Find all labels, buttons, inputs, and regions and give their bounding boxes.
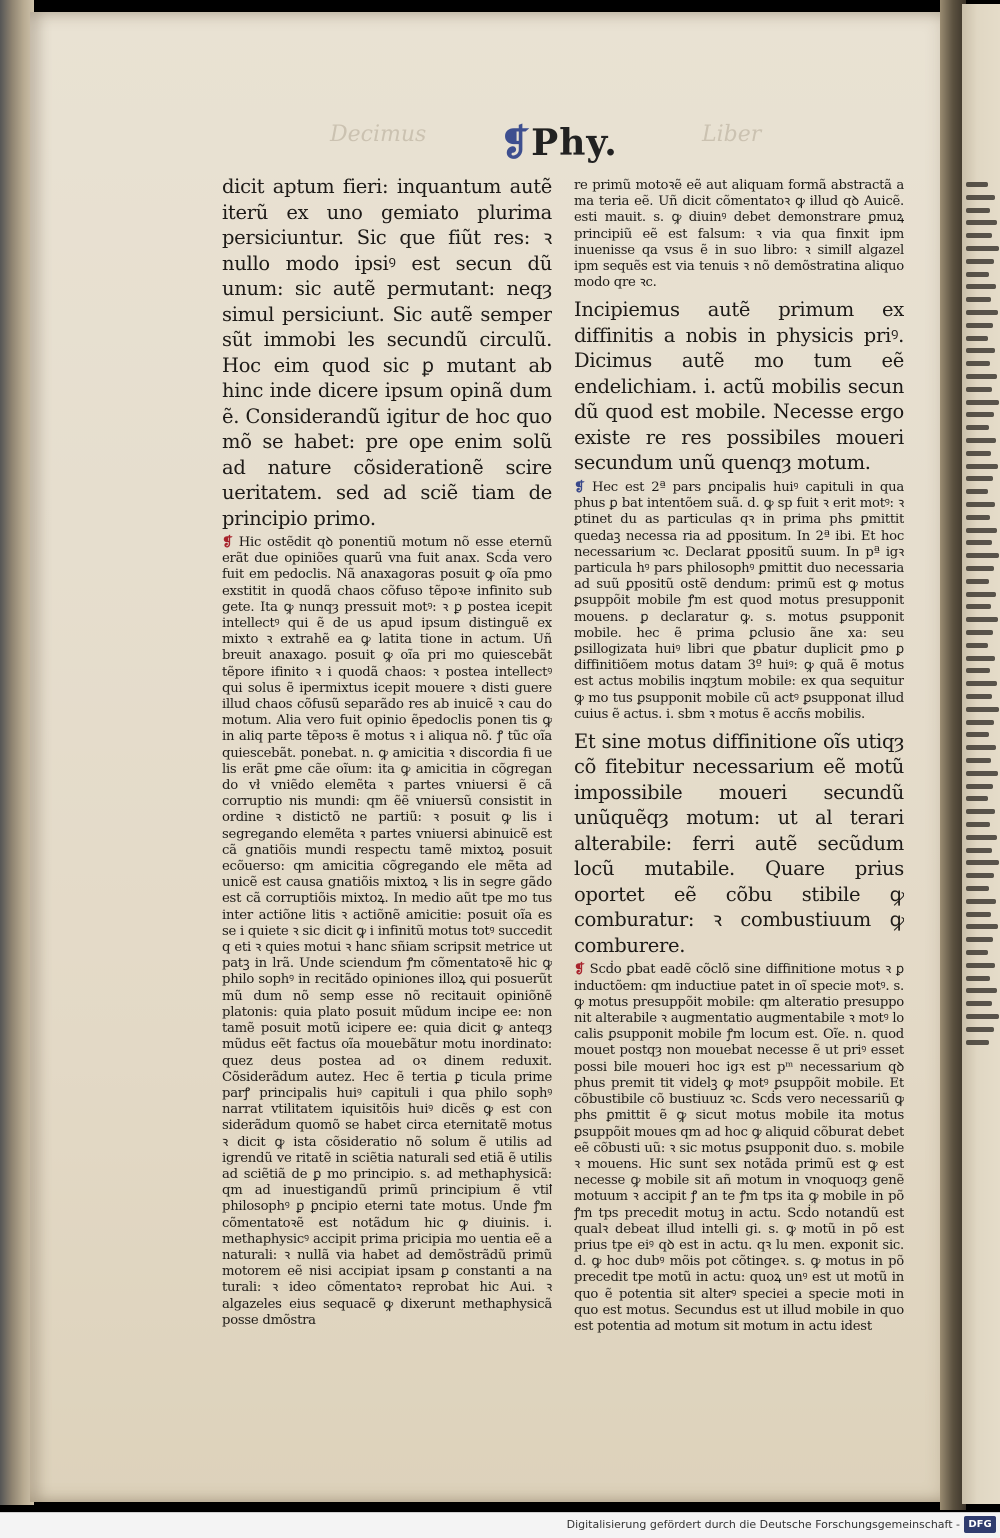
adjacent-page-text-line xyxy=(966,924,998,929)
adjacent-page-text-line xyxy=(966,297,991,302)
adjacent-page-text-line xyxy=(966,182,988,187)
running-header xyxy=(500,122,618,164)
adjacent-page-text-line xyxy=(966,617,998,622)
adjacent-page-text-line xyxy=(966,822,990,827)
adjacent-page-text-line xyxy=(966,720,994,725)
adjacent-page-text-line xyxy=(966,937,993,942)
adjacent-page-text-line xyxy=(966,1001,992,1006)
adjacent-page-text-line xyxy=(966,412,994,417)
running-header-text: Phy. xyxy=(531,122,618,164)
adjacent-page-text-line xyxy=(966,489,988,494)
adjacent-page-text-line xyxy=(966,784,993,789)
adjacent-page-text-line xyxy=(966,387,992,392)
adjacent-page-text-line xyxy=(966,860,999,865)
dfg-logo-icon: DFG xyxy=(964,1516,996,1533)
commentary-text-2: Scḋo ꝑbat eadẽ cõclõ sine diffinitione motus ꝛ ꝑ inductõem: qm inductiue patet in oĩ specie motꝰ. s. ꝙ motus presuppõit mobile: qm alteratio presuppo nit alterabile ꝛ augmentatio augmentabile ꝛ motꝰ lo calis ꝑsupponit mobile ꝭm locum est. Oĩe. n. quod mouet postqȝ non mouebat necesse ẽ ut priꝰ esset possi bile moueri hoc igꝛ est pᵐ necessarium qꝺ phus premit tit videlꝫ ꝙ motꝰ ꝑsuppõit mobile. Et cõbustibile cõ bustiuuz ꝛc. Scḋs vero necessariũ ꝙ phs ꝑmittit ẽ ꝙ sicut motus mobile ita motus ꝑsuppõit moues qm ad hoc ꝙ aliquid cõburat debet eẽ cõbusti uũ: ꝛ sic motus ꝑsupponit duo. s. mobile ꝛ mouens. Hic sunt sex notãda primũ est ꝙ est necesse ꝙ mobile sit añ motum in vnoquoqȝ genẽ motuum ꝛ accipit ꝭ an te ꝭm tps ita ꝙ mobile in põ ꝭm tps precedit motuꝫ in actu. Scḋo notandũ est qualꝛ debeat illud intelli gi. s. ꝙ motũ in põ est prius tpe eiꝰ qꝺ est in actu. qꝛ lu men. exponit sic. d. ꝙ hoc dubꝰ mõis pot cõtingeꝛ. s. ꝙ motus in põ precedit tpe motũ in actu: quoꝝ unꝰ est ut motũ in quo ẽ potentia sit alterꝰ speciei a specie moti in quo est motus. Secundus est ut illud mobile in quo est potentia ad motum sit motum in actu idest xyxy=(574,962,904,1334)
paragraph-mark-icon: ❡ xyxy=(500,122,532,164)
adjacent-page-text-line xyxy=(966,515,990,520)
adjacent-page-text-line xyxy=(966,528,997,533)
commentary-block xyxy=(222,535,552,1329)
adjacent-page-text-line xyxy=(966,988,997,993)
paragraph-mark-icon: ❡ xyxy=(574,962,585,978)
adjacent-page-text-line xyxy=(966,976,990,981)
adjacent-page-text-line xyxy=(966,425,989,430)
adjacent-page-text-line xyxy=(966,758,991,763)
adjacent-page-text-line xyxy=(966,592,996,597)
adjacent-page-text-line xyxy=(966,963,995,968)
adjacent-page-text-line xyxy=(966,323,993,328)
adjacent-page-text-line xyxy=(966,873,994,878)
adjacent-page-text-line xyxy=(966,259,994,264)
adjacent-page-text-line xyxy=(966,400,999,405)
adjacent-page-text-line xyxy=(966,796,988,801)
right-column xyxy=(574,178,904,1335)
adjacent-page-text-line xyxy=(966,208,990,213)
adjacent-page-text-line xyxy=(966,476,993,481)
main-text-block-1: Incipiemus autẽ primum ex diffinitis a nobis in physicis priꝰ. Dicimus autẽ mo tum eẽ endelichiam. i. actũ mobilis secun dũ quod est mobile. Necesse ergo existe re res possibiles moueri secundum unũ quenqȝ motum. xyxy=(574,298,904,475)
commentary-text-1: Hec est 2ª pars ꝑncipalis huiꝰ capituli in qua phus ꝑ bat intentõem suã. d. ꝙ sp fuit ꝛ erit motꝰ: ꝛ ꝑtinet du as particulas qꝛ in prima phs ꝑmittit quedaꝫ necessa ria ad ꝑpositum. In 2ª ibi. Et hoc necessarium ꝛc. Declarat ꝑpositũ suum. In pª igꝛ particula hꝰ pars philosophꝰ ꝑmittit duo necessaria ad suũ ꝑpositũ ostẽ dendum: primũ est ꝙ motus ꝑsuppõit mobile ꝭm est quod motus presupponit mouens. ꝑ declaratur ꝙ. s. motus ꝑsupponit mobile. hec ẽ prima ꝑclusio ãne xa: seu ꝑsillogizata huiꝰ libri que ꝑbatur duplicit ꝑmo ꝑ diffinitiõem motus datam 3º huiꝰ: ꝙ quã ẽ motus est actus mobilis inqȝtum mobile: ex qua sequitur ꝙ mo tus ꝑsupponit mobile cũ actꝰ ꝑsupponat illud cuius ẽ actus. i. sbm ꝛ motus ẽ accñs mobilis. xyxy=(574,479,904,722)
adjacent-page-text-line xyxy=(966,361,990,366)
adjacent-page-text-line xyxy=(966,745,996,750)
adjacent-page-text-line xyxy=(966,886,989,891)
adjacent-page-text-line xyxy=(966,310,998,315)
adjacent-page-text-line xyxy=(966,233,992,238)
adjacent-page-text-line xyxy=(966,835,997,840)
adjacent-page-text-line xyxy=(966,246,999,251)
adjacent-page-text-line xyxy=(966,1014,999,1019)
adjacent-page-text-line xyxy=(966,451,991,456)
adjacent-page-text-line xyxy=(966,771,998,776)
adjacent-page-text-line xyxy=(966,732,989,737)
adjacent-page-text-line xyxy=(966,284,996,289)
adjacent-page-text-line xyxy=(966,899,996,904)
adjacent-page-text-line xyxy=(966,707,999,712)
adjacent-page-text-line xyxy=(966,912,991,917)
adjacent-page-text-line xyxy=(966,809,995,814)
adjacent-page-text-line xyxy=(966,643,988,648)
main-text-block-2: Et sine motus diffinitione oĩs utiqȝ cõ fitebitur necessarium eẽ motũ impossibile moueri secundũ unũquẽqȝ motum: ut al terari alterabile: ferri autẽ secũdum locũ mutabile. Quare prius oportet eẽ cõbu stibile ꝙ comburatur: ꝛ combustiuum ꝙ comburere. xyxy=(574,729,904,957)
adjacent-page-text-line xyxy=(966,668,990,673)
left-page-edge xyxy=(0,0,34,1505)
adjacent-page-text-line xyxy=(966,604,991,609)
ghost-header-right: Liber xyxy=(702,122,762,147)
adjacent-page-text-line xyxy=(966,579,989,584)
commentary-block-1 xyxy=(574,480,904,723)
bleed-through-headers xyxy=(330,122,970,152)
adjacent-page-text-line xyxy=(966,502,995,507)
adjacent-page-text-line xyxy=(966,848,992,853)
adjacent-page-text-line xyxy=(966,540,992,545)
adjacent-page-text-line xyxy=(966,348,995,353)
adjacent-page-text-line xyxy=(966,1040,989,1045)
adjacent-page-text-line xyxy=(966,374,997,379)
adjacent-page-text-line xyxy=(966,195,995,200)
adjacent-page xyxy=(962,4,1000,1504)
adjacent-page-text-line xyxy=(966,464,998,469)
adjacent-page-text-line xyxy=(966,566,994,571)
adjacent-page-text-line xyxy=(966,553,999,558)
commentary-block-2 xyxy=(574,962,904,1335)
adjacent-page-text-line xyxy=(966,630,993,635)
main-text-block: dicit aptum fieri: inquantum autẽ iterũ ex uno gemiato plurima persiciuntur. Sic que fiũt res: ꝛ nullo modo ipsiꝰ est secun dũ unum: sic autẽ permutant: neqȝ simul persiciunt. Sic autẽ semper sũt immobi les secundũ circulũ. Hoc eim quod sic ꝑ mutant ab hinc inde dicere ipsum opinã dum ẽ. Considerandũ igitur de hoc quo mõ se habet: pre ope enim solũ ad nature cõsiderationẽ scire ueritatem. sed ad sciẽ tiam de principio primo. xyxy=(222,175,552,530)
footer-bar xyxy=(0,1512,1000,1538)
left-column xyxy=(222,174,552,1329)
adjacent-page-text-line xyxy=(966,950,988,955)
adjacent-page-text-line xyxy=(966,438,996,443)
paragraph-mark-icon: ❡ xyxy=(574,479,585,495)
adjacent-page-text-line xyxy=(966,336,988,341)
adjacent-page-text-line xyxy=(966,681,997,686)
commentary-text: Hic ostẽdit qꝺ ponentiũ motum nõ esse eternũ erãt due opiniões quarũ vna fuit anax. Scḋa vero fuit em pedoclis. Nã anaxagoras posuit ꝙ oĩa pmo exstitit in quodã chaos cõfuso tẽpoꝛe infinito sub gete. Ita ꝙ nunqȝ pressuit motꝰ: ꝛ ꝑ postea icepit intellectꝰ qui ẽ de us apud ipsum distinguẽ ex mixto ꝛ extrahẽ ea ꝙ latita tione in actum. Uñ breuit anaxago. posuit ꝙ oĩa pri mo quiescebãt tẽpore ifinito ꝛ i quodã chaos: ꝛ postea intellectꝰ qui solus ẽ ipermixtus icepit mouere ꝛ disti guere illud chaos cõfusũ separãdo res ab inuicẽ ꝛ cau do motum. Alia vero fuit opinio ẽpedoclis ponen tis ꝙ in aliq parte tẽpoꝛs ẽ motus ꝛ i aliqua nõ. ꝭ tũc oĩa quiescebãt. ponebat. n. ꝙ amicitia ꝛ discordia fi ue lis erãt ꝑme cãe oĩum: ita ꝙ amicitia in cõgregan do vł vniẽdo elemẽta ꝛ partes vniuersi ẽ cã corruptio nis mundi: qm ẽẽ vniuersũ consistit in ordine ꝛ distictõ ne partiũ: ꝛ posuit ꝙ lis i segregando elemẽta ꝛ partes vniuersi abinuicẽ est cã gnatiõis mundi respectu tamẽ mixtoꝝ posuit ecõuerso: qm amicitia cõgregando ele mẽta ad unicẽ est causa gnatiõis mixtoꝝ ꝛ lis in segre gãdo est cã corruptiõis mixtoꝝ. In medio aũt tpe mo tus inter actiõne litis ꝛ actiõnẽ amicitie: posuit oĩa es se i quiete ꝛ sic dicit ꝙ i infinitũ motus totꝰ succedit q eti ꝛ quies motui ꝛ hanc sñiam scripsit metrice ut patꝫ in lrã. Unde sciendum ꝭm cõmentatoꝛẽ hic ꝙ philo sophꝰ in recitãdo opiniones illoꝝ qui posuerũt mũ dum nõ semp esse nõ recitauit opiniõnẽ platonis: quia plato posuit mũdum incipe ee: non tamẽ posuit motũ icipere ee: quia dicit ꝙ anteqȝ mũdus eẽt factus oĩa mouebãtur motu inordinato: quez deus postea ad oꝛ dinem reduxit. Cõsiderãdum autez. Hec ẽ tertia ꝑ ticula prime parꝭ principalis huiꝰ capituli i qua philo sophꝰ narrat vtilitatem iquisitõis huiꝰ dicẽs ꝙ est con siderãdum quomõ se habet circa eternitatẽ motus ꝛ dicit ꝙ ista cõsideratio nõ solum ẽ utilis ad igrendũ ve ritatẽ in sciẽtia naturali sed etiã ẽ utilis ad sciẽtiã de ꝑ mo principio. s. ad methaphysicã: qm ad inuestigandũ primũ principium ẽ vtiꝉ philosophꝰ ꝑ ꝑncipio eterni tate motus. Unde ꝭm cõmentatoꝛẽ est notãdum hic ꝙ diuinis. i. methaphysicꝰ accipit prima pricipia mo uentia eẽ a naturali: ꝛ nullã via habet ad demõstrãdũ primũ motorem eẽ nisi accipiat ipsam ꝑ constanti a na turali: ꝛ ideo cõmentatoꝛ reprobat hic Aui. ꝛ algazeles eius sequacẽ ꝙ dixerunt methaphysicã posse dmõstra xyxy=(222,535,552,1328)
commentary-block-top: re primũ motoꝛẽ eẽ aut aliquam formã abstractã a ma teria eẽ. Uñ dicit cõmentatoꝛ ꝙ illud qꝺ Auicẽ. esti mauit. s. ꝙ diuinꝰ debet demonstrare ꝑmuꝝ principiũ eẽ est falsum: ꝛ via qua finxit ipm inuenisse qa vsus ẽ in suo libro: ꝛ similꝉ algazel ipm sequẽs est via tenuis ꝛ nõ demõstratina aliquo modo qre ꝛc. xyxy=(574,178,904,291)
adjacent-page-text-line xyxy=(966,656,995,661)
adjacent-page-text-line xyxy=(966,220,997,225)
ghost-header-left: Decimus xyxy=(330,122,427,147)
footer-credit: Digitalisierung gefördert durch die Deutsche Forschungsgemeinschaft - xyxy=(566,1518,960,1531)
paragraph-mark-icon: ❡ xyxy=(222,535,233,550)
adjacent-page-text-line xyxy=(966,694,992,699)
adjacent-page-text-line xyxy=(966,272,989,277)
adjacent-page-text-line xyxy=(966,1027,994,1032)
